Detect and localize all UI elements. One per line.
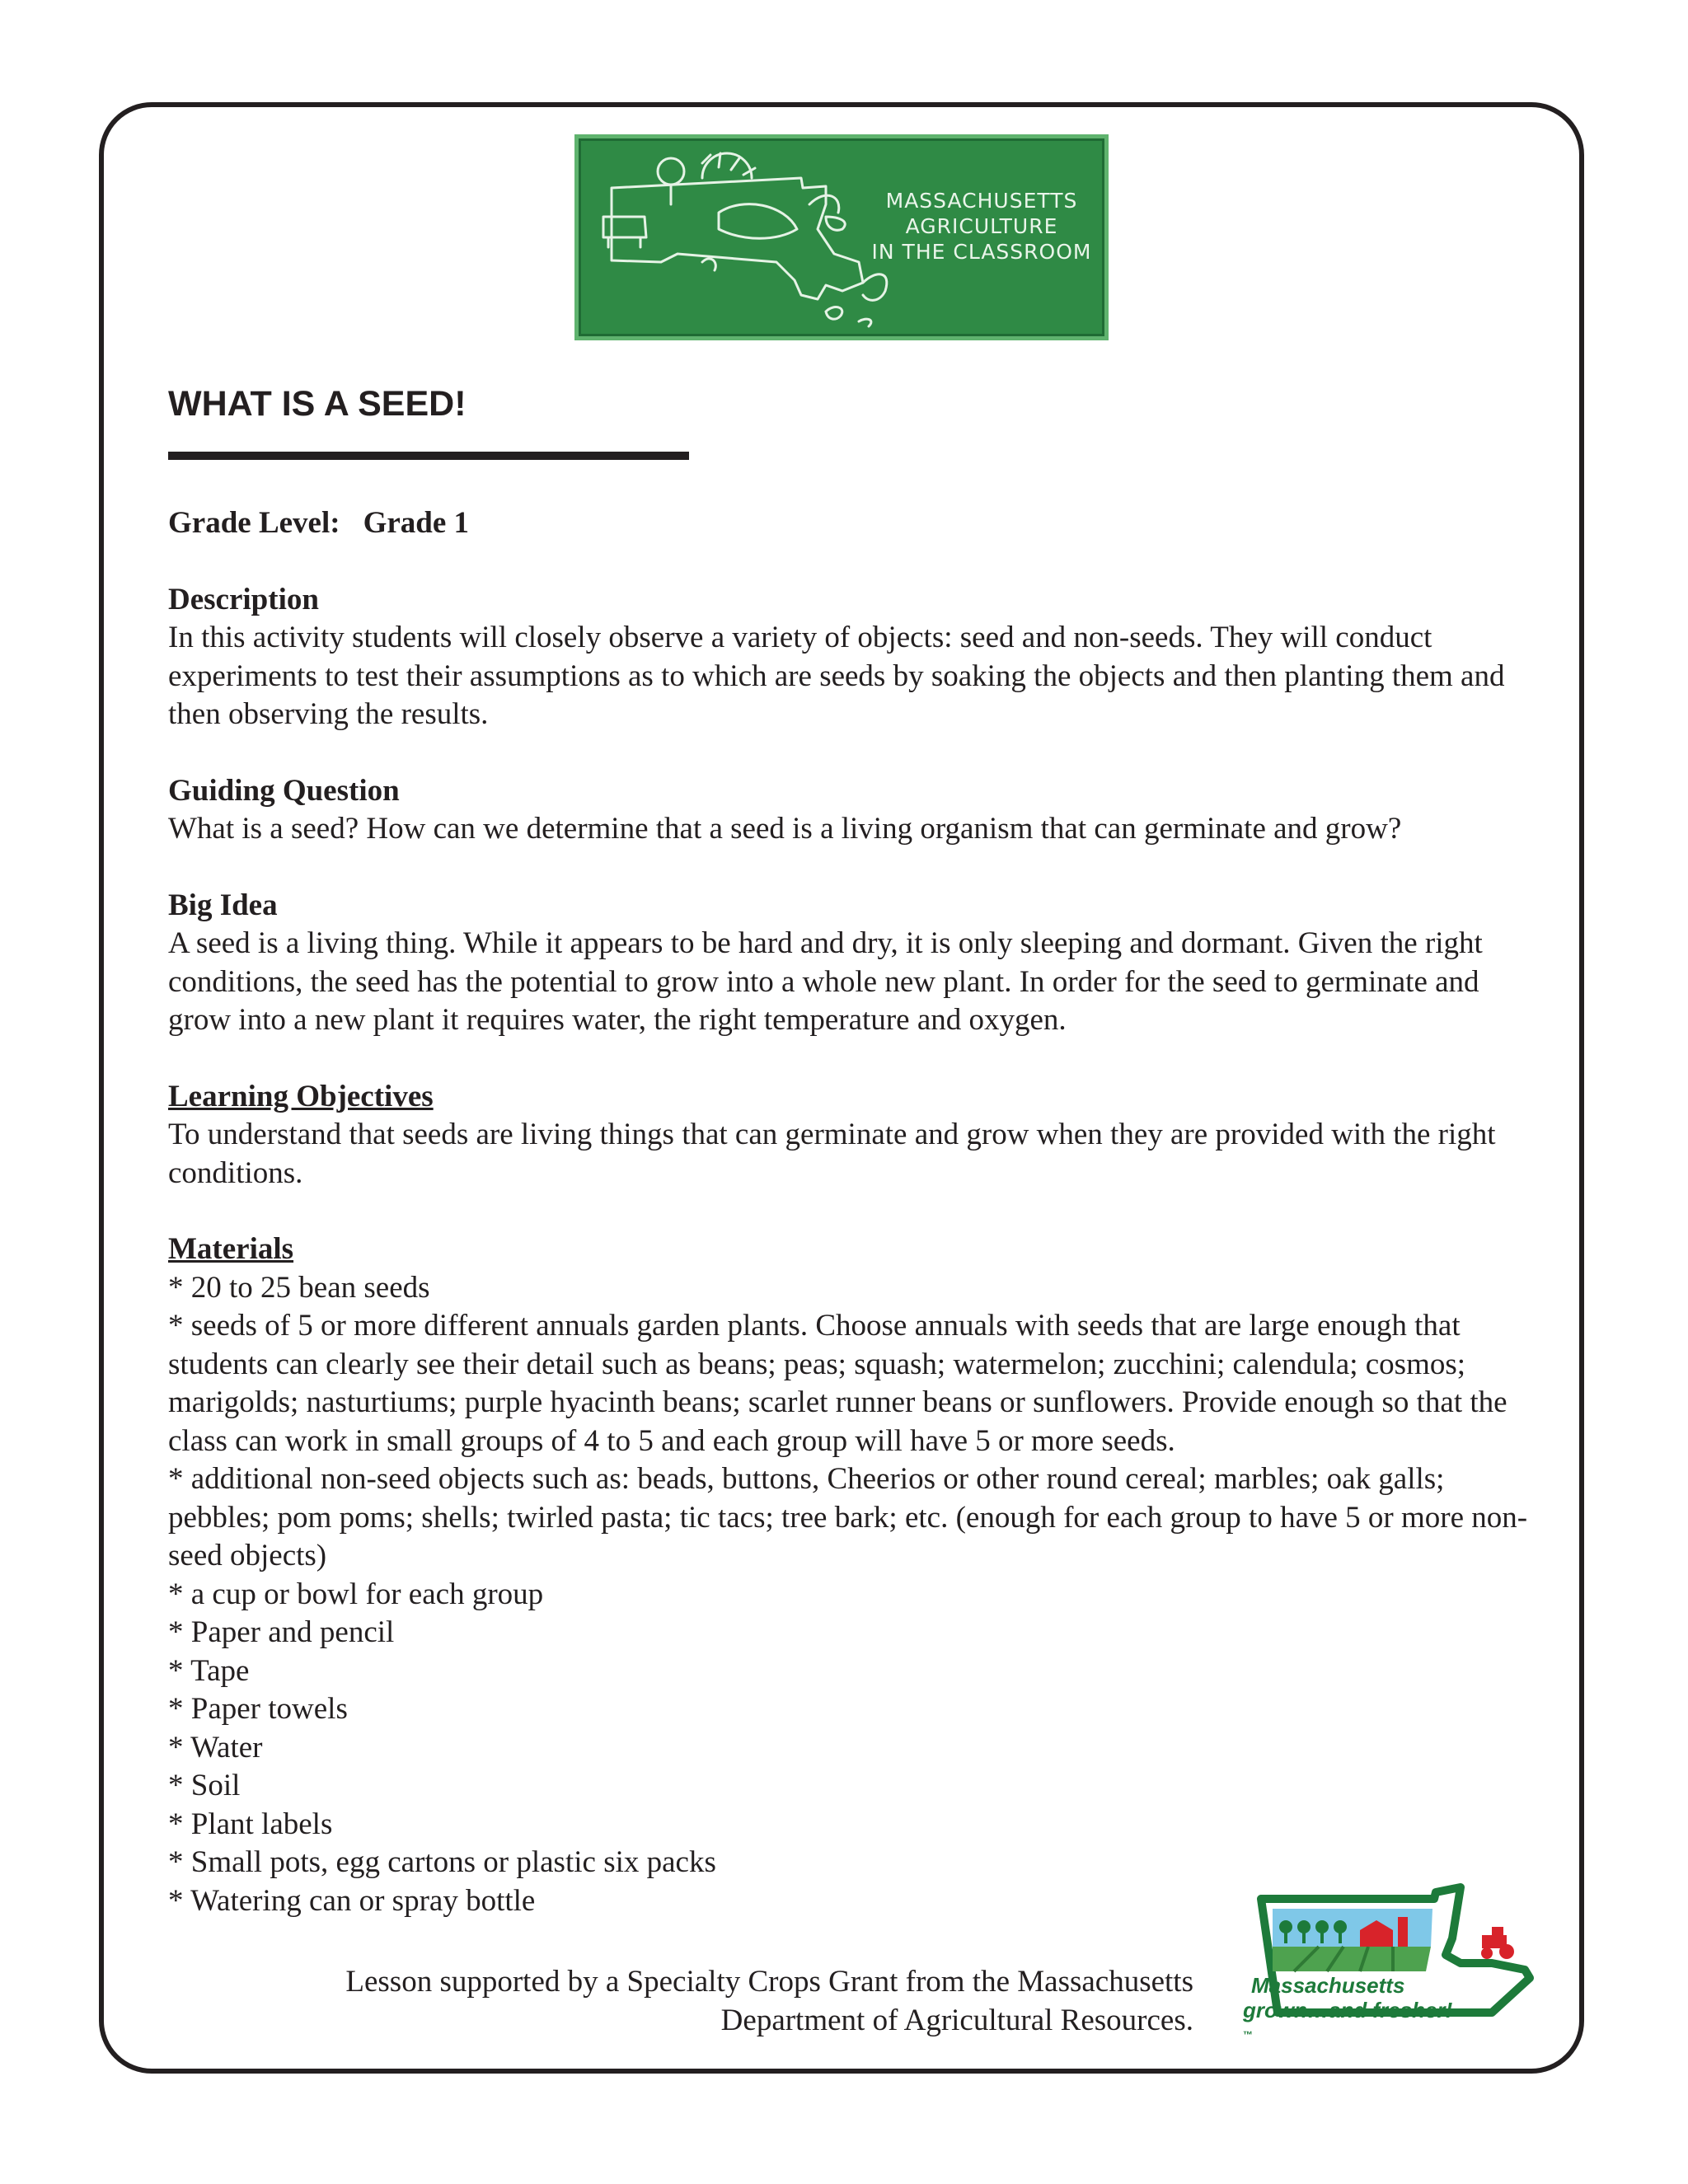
- grade-level-value: Grade 1: [363, 506, 470, 540]
- grade-level-label: Grade Level:: [168, 506, 340, 540]
- list-item: * Paper towels: [168, 1692, 348, 1726]
- learning-objectives-text: To understand that seeds are living things that can germinate and grow when they are provided with the right conditions.: [168, 1118, 1496, 1190]
- guiding-question-heading: Guiding Question: [168, 773, 400, 808]
- list-item: * Soil: [168, 1769, 241, 1802]
- list-item: * Water: [168, 1730, 263, 1765]
- materials-section: [168, 1230, 1536, 1920]
- list-item: * Tape: [168, 1653, 250, 1688]
- page-title: WHAT IS A SEED!: [168, 384, 467, 424]
- list-item: * 20 to 25 bean seeds: [168, 1270, 430, 1305]
- logo-line-2: grown…and fresher! ™: [1243, 1998, 1453, 2041]
- list-item: * Paper and pencil: [168, 1615, 395, 1649]
- materials-list: [168, 1269, 1536, 1921]
- big-idea-section: [168, 887, 1536, 1040]
- guiding-question-section: [168, 772, 1536, 849]
- learning-objectives-heading: Learning Objectives: [168, 1079, 434, 1113]
- list-item: * a cup or bowl for each group: [168, 1577, 544, 1611]
- list-item: * seeds of 5 or more different annuals garden plants. Choose annuals with seeds that are large enough that students can clearly see their detail such as beans; peas; squash; watermelon; zucchini; calendula; cosmos; marigolds; nasturtiums; purple hyacinth beans; scarlet runner beans or sunflowers. Provide enough so that the class can work in small groups of 4 to 5 and each group will have 5 or more seeds.: [168, 1309, 1507, 1458]
- description-heading: Description: [168, 582, 319, 616]
- massachusetts-grown-logo-text: [1243, 1973, 1515, 2047]
- footer-line-1: Lesson supported by a Specialty Crops Grant from the Massachusetts: [345, 1965, 1193, 1999]
- list-item: * additional non-seed objects such as: beads, buttons, Cheerios or other round cereal; marbles; oak galls; pebbles; pom poms; shells; twirled pasta; tic tacs; tree bark; etc. (enough for each group to have 5 or more non-seed objects): [168, 1462, 1528, 1572]
- big-idea-text: A seed is a living thing. While it appears to be hard and dry, it is only sleeping and dormant. Given the right conditions, the seed has the potential to grow into a whole new plant. In order for the seed to germinate and grow into a new plant it requires water, the right temperature and oxygen.: [168, 926, 1483, 1037]
- grade-level: [168, 504, 1536, 543]
- title-underline: [168, 452, 689, 460]
- list-item: * Small pots, egg cartons or plastic six packs: [168, 1845, 716, 1879]
- learning-objectives-section: [168, 1078, 1536, 1193]
- description-section: [168, 581, 1536, 734]
- guiding-question-text: What is a seed? How can we determine that a seed is a living organism that can germinate and grow?: [168, 812, 1402, 846]
- big-idea-heading: Big Idea: [168, 888, 278, 922]
- list-item: * Plant labels: [168, 1807, 333, 1841]
- materials-heading: Materials: [168, 1232, 294, 1266]
- masthead-title: MASSACHUSETTS AGRICULTURE IN THE CLASSROOM: [871, 189, 1092, 264]
- description-text: In this activity students will closely observe a variety of objects: seed and non-seeds. They will conduct experiments to test their assumptions as to which are seeds by soaking the objects and then planting them and then observing the results.: [168, 621, 1505, 731]
- logo-line-1: Massachusetts: [1251, 1973, 1405, 1998]
- grant-acknowledgement: [231, 1963, 1193, 2040]
- list-item: * Watering can or spray bottle: [168, 1883, 536, 1918]
- lesson-content: [168, 504, 1536, 1958]
- footer-line-2: Department of Agricultural Resources.: [720, 2003, 1193, 2037]
- ag-classroom-logo: [574, 134, 1109, 340]
